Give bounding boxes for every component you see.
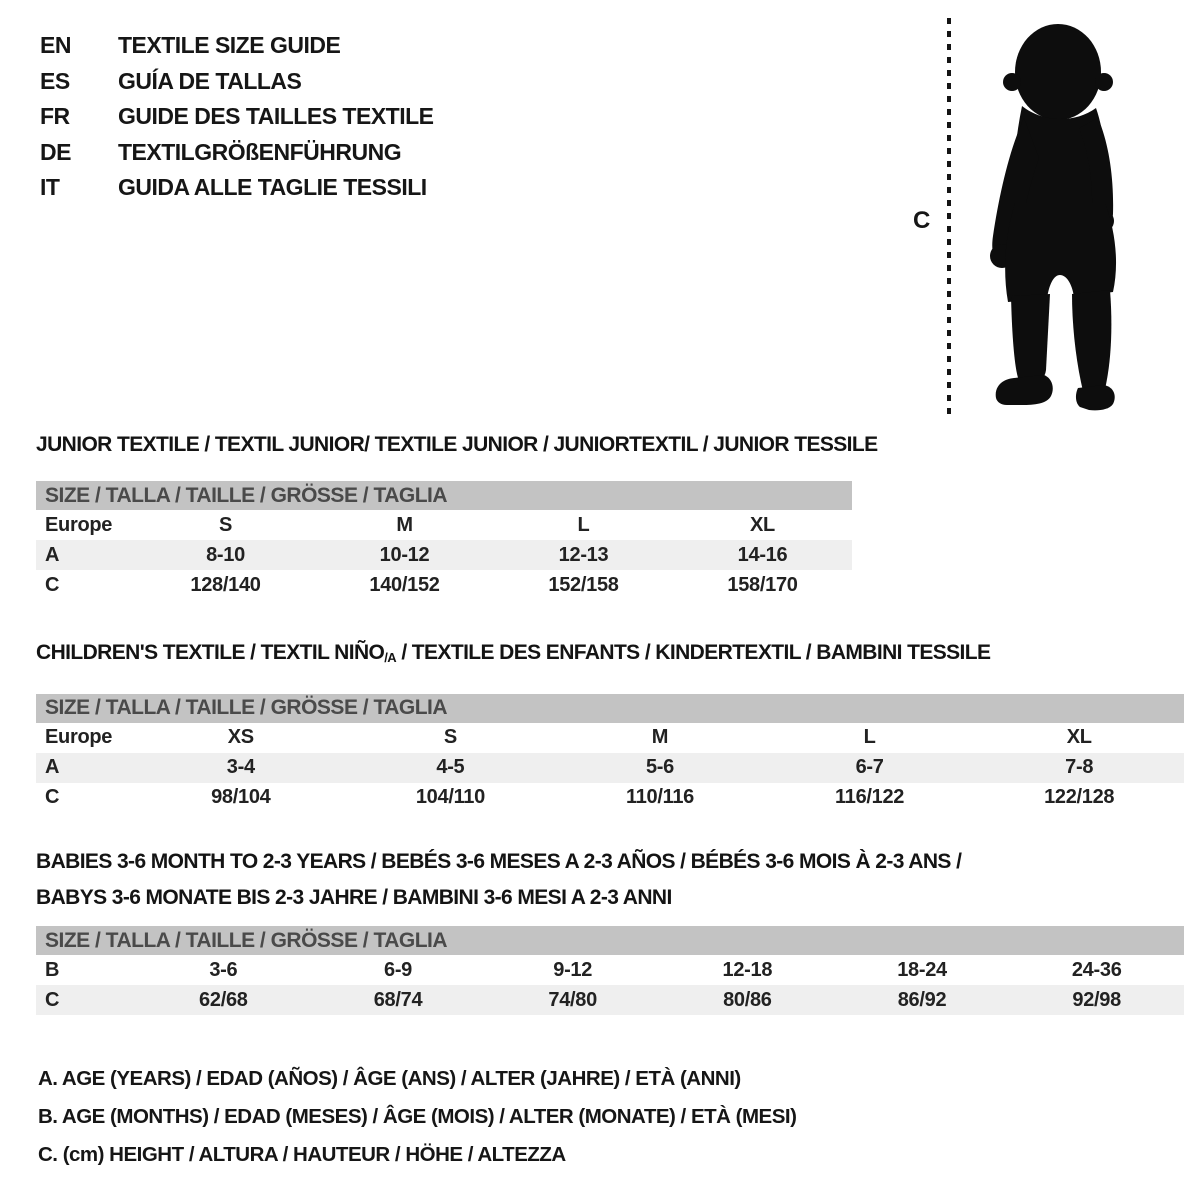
table-cell: XS [227, 726, 254, 749]
table-cell: 158/170 [727, 573, 798, 596]
table-cell: 140/152 [369, 573, 440, 596]
language-title-list [40, 28, 434, 206]
language-code: DE [40, 138, 71, 165]
table-cell: S [443, 726, 457, 749]
junior-size-header-bar: SIZE / TALLA / TAILLE / GRÖSSE / TAGLIA [36, 481, 852, 510]
table-cell: 12-13 [558, 543, 609, 566]
table-row [36, 723, 1184, 753]
language-title: TEXTILE SIZE GUIDE [118, 32, 341, 58]
language-row-de [40, 135, 434, 171]
language-code: FR [40, 103, 70, 129]
table-cell: M [396, 513, 413, 536]
legend-line-a: A. AGE (YEARS) / EDAD (AÑOS) / ÂGE (ANS) / ALTER (JAHRE) / ETÀ (ANNI) [38, 1067, 741, 1090]
table-cell: 18-24 [897, 958, 947, 981]
toddler-silhouette-icon [962, 18, 1152, 418]
height-measure-figure [905, 15, 1165, 425]
table-cell: 80/86 [723, 988, 772, 1011]
language-title: GUÍA DE TALLAS [118, 67, 302, 94]
babies-section-title-line1: BABIES 3-6 MONTH TO 2-3 YEARS / BEBÉS 3-6 MESES A 2-3 AÑOS / BÉBÉS 3-6 MOIS À 2-3 ANS / [36, 850, 962, 873]
height-dashed-line [947, 18, 951, 416]
table-cell: S [218, 513, 233, 536]
table-cell: 110/116 [625, 786, 694, 809]
table-cell: XL [750, 513, 775, 536]
junior-section-title: JUNIOR TEXTILE / TEXTIL JUNIOR/ TEXTILE JUNIOR / JUNIORTEXTIL / JUNIOR TESSILE [36, 433, 878, 456]
table-cell: 128/140 [190, 573, 261, 596]
table-cell: 3-6 [209, 958, 238, 981]
table-cell: XL [1066, 726, 1092, 749]
table-cell: 10-12 [379, 543, 430, 566]
language-code: ES [40, 67, 70, 94]
table-cell: L [863, 726, 876, 749]
babies-size-header-bar: SIZE / TALLA / TAILLE / GRÖSSE / TAGLIA [36, 926, 1184, 955]
language-code: IT [40, 174, 60, 200]
table-cell: 7-8 [1065, 756, 1094, 779]
language-row-fr [40, 99, 434, 135]
table-cell: 104/110 [415, 786, 485, 809]
junior-textile-section [36, 433, 878, 600]
table-cell: 92/98 [1072, 988, 1121, 1011]
row-label: C [45, 786, 60, 809]
table-cell: 5-6 [645, 756, 674, 779]
table-cell: 86/92 [897, 988, 947, 1011]
babies-textile-section [36, 844, 1184, 1015]
table-cell: 6-9 [384, 958, 413, 981]
table-cell: 122/128 [1044, 786, 1115, 809]
measure-legend [38, 1060, 796, 1174]
table-cell: 9-12 [553, 958, 593, 981]
table-cell: L [577, 513, 590, 536]
table-cell: 24-36 [1071, 958, 1122, 981]
table-row [36, 510, 852, 540]
table-cell: 68/74 [373, 988, 423, 1011]
language-row-it [40, 170, 434, 206]
row-label: A [45, 756, 60, 779]
table-cell: 74/80 [548, 988, 597, 1011]
table-cell: 152/158 [548, 573, 619, 596]
children-title-subscript: /A [384, 649, 397, 665]
table-cell: 116/122 [835, 786, 905, 809]
row-label: B [45, 958, 60, 981]
table-row [36, 540, 852, 570]
table-cell: 98/104 [211, 786, 271, 809]
table-cell: 6-7 [855, 756, 884, 779]
row-label: A [45, 543, 60, 566]
table-row [36, 570, 852, 600]
table-cell: M [651, 726, 669, 749]
row-label: Europe [45, 726, 113, 749]
row-label: C [45, 573, 60, 596]
babies-section-title-line2: BABYS 3-6 MONATE BIS 2-3 JAHRE / BAMBINI 3-6 MESI A 2-3 ANNI [36, 886, 672, 909]
language-code: EN [40, 32, 71, 58]
language-row-es [40, 64, 434, 100]
children-title-prefix: CHILDREN'S TEXTILE / TEXTIL NIÑO [36, 641, 385, 664]
table-cell: 4-5 [436, 756, 465, 779]
children-title-suffix: / TEXTILE DES ENFANTS / KINDERTEXTIL / BAMBINI TESSILE [396, 641, 991, 664]
table-row [36, 955, 1184, 985]
babies-section-titles [36, 844, 1184, 916]
table-cell: 62/68 [199, 988, 248, 1011]
table-cell: 3-4 [226, 756, 255, 779]
language-row-en [40, 28, 434, 64]
legend-line-c: C. (cm) HEIGHT / ALTURA / HAUTEUR / HÖHE / ALTEZZA [38, 1143, 566, 1166]
legend-line-b: B. AGE (MONTHS) / EDAD (MESES) / ÂGE (MOIS) / ALTER (MONATE) / ETÀ (MESI) [38, 1105, 797, 1128]
children-size-header-bar: SIZE / TALLA / TAILLE / GRÖSSE / TAGLIA [36, 694, 1184, 723]
table-row [36, 985, 1184, 1015]
table-cell: 12-18 [722, 958, 773, 981]
height-measure-label: C [913, 207, 931, 234]
language-title: GUIDE DES TAILLES TEXTILE [118, 103, 434, 129]
table-cell: 8-10 [206, 543, 245, 566]
table-row [36, 783, 1184, 813]
language-title: GUIDA ALLE TAGLIE TESSILI [118, 174, 427, 200]
children-section-title [36, 641, 1184, 670]
language-title: TEXTILGRÖßENFÜHRUNG [118, 138, 402, 165]
table-row [36, 753, 1184, 783]
children-textile-section [36, 641, 1184, 813]
row-label: C [45, 988, 60, 1011]
row-label: Europe [45, 513, 113, 536]
table-cell: 14-16 [737, 543, 788, 566]
